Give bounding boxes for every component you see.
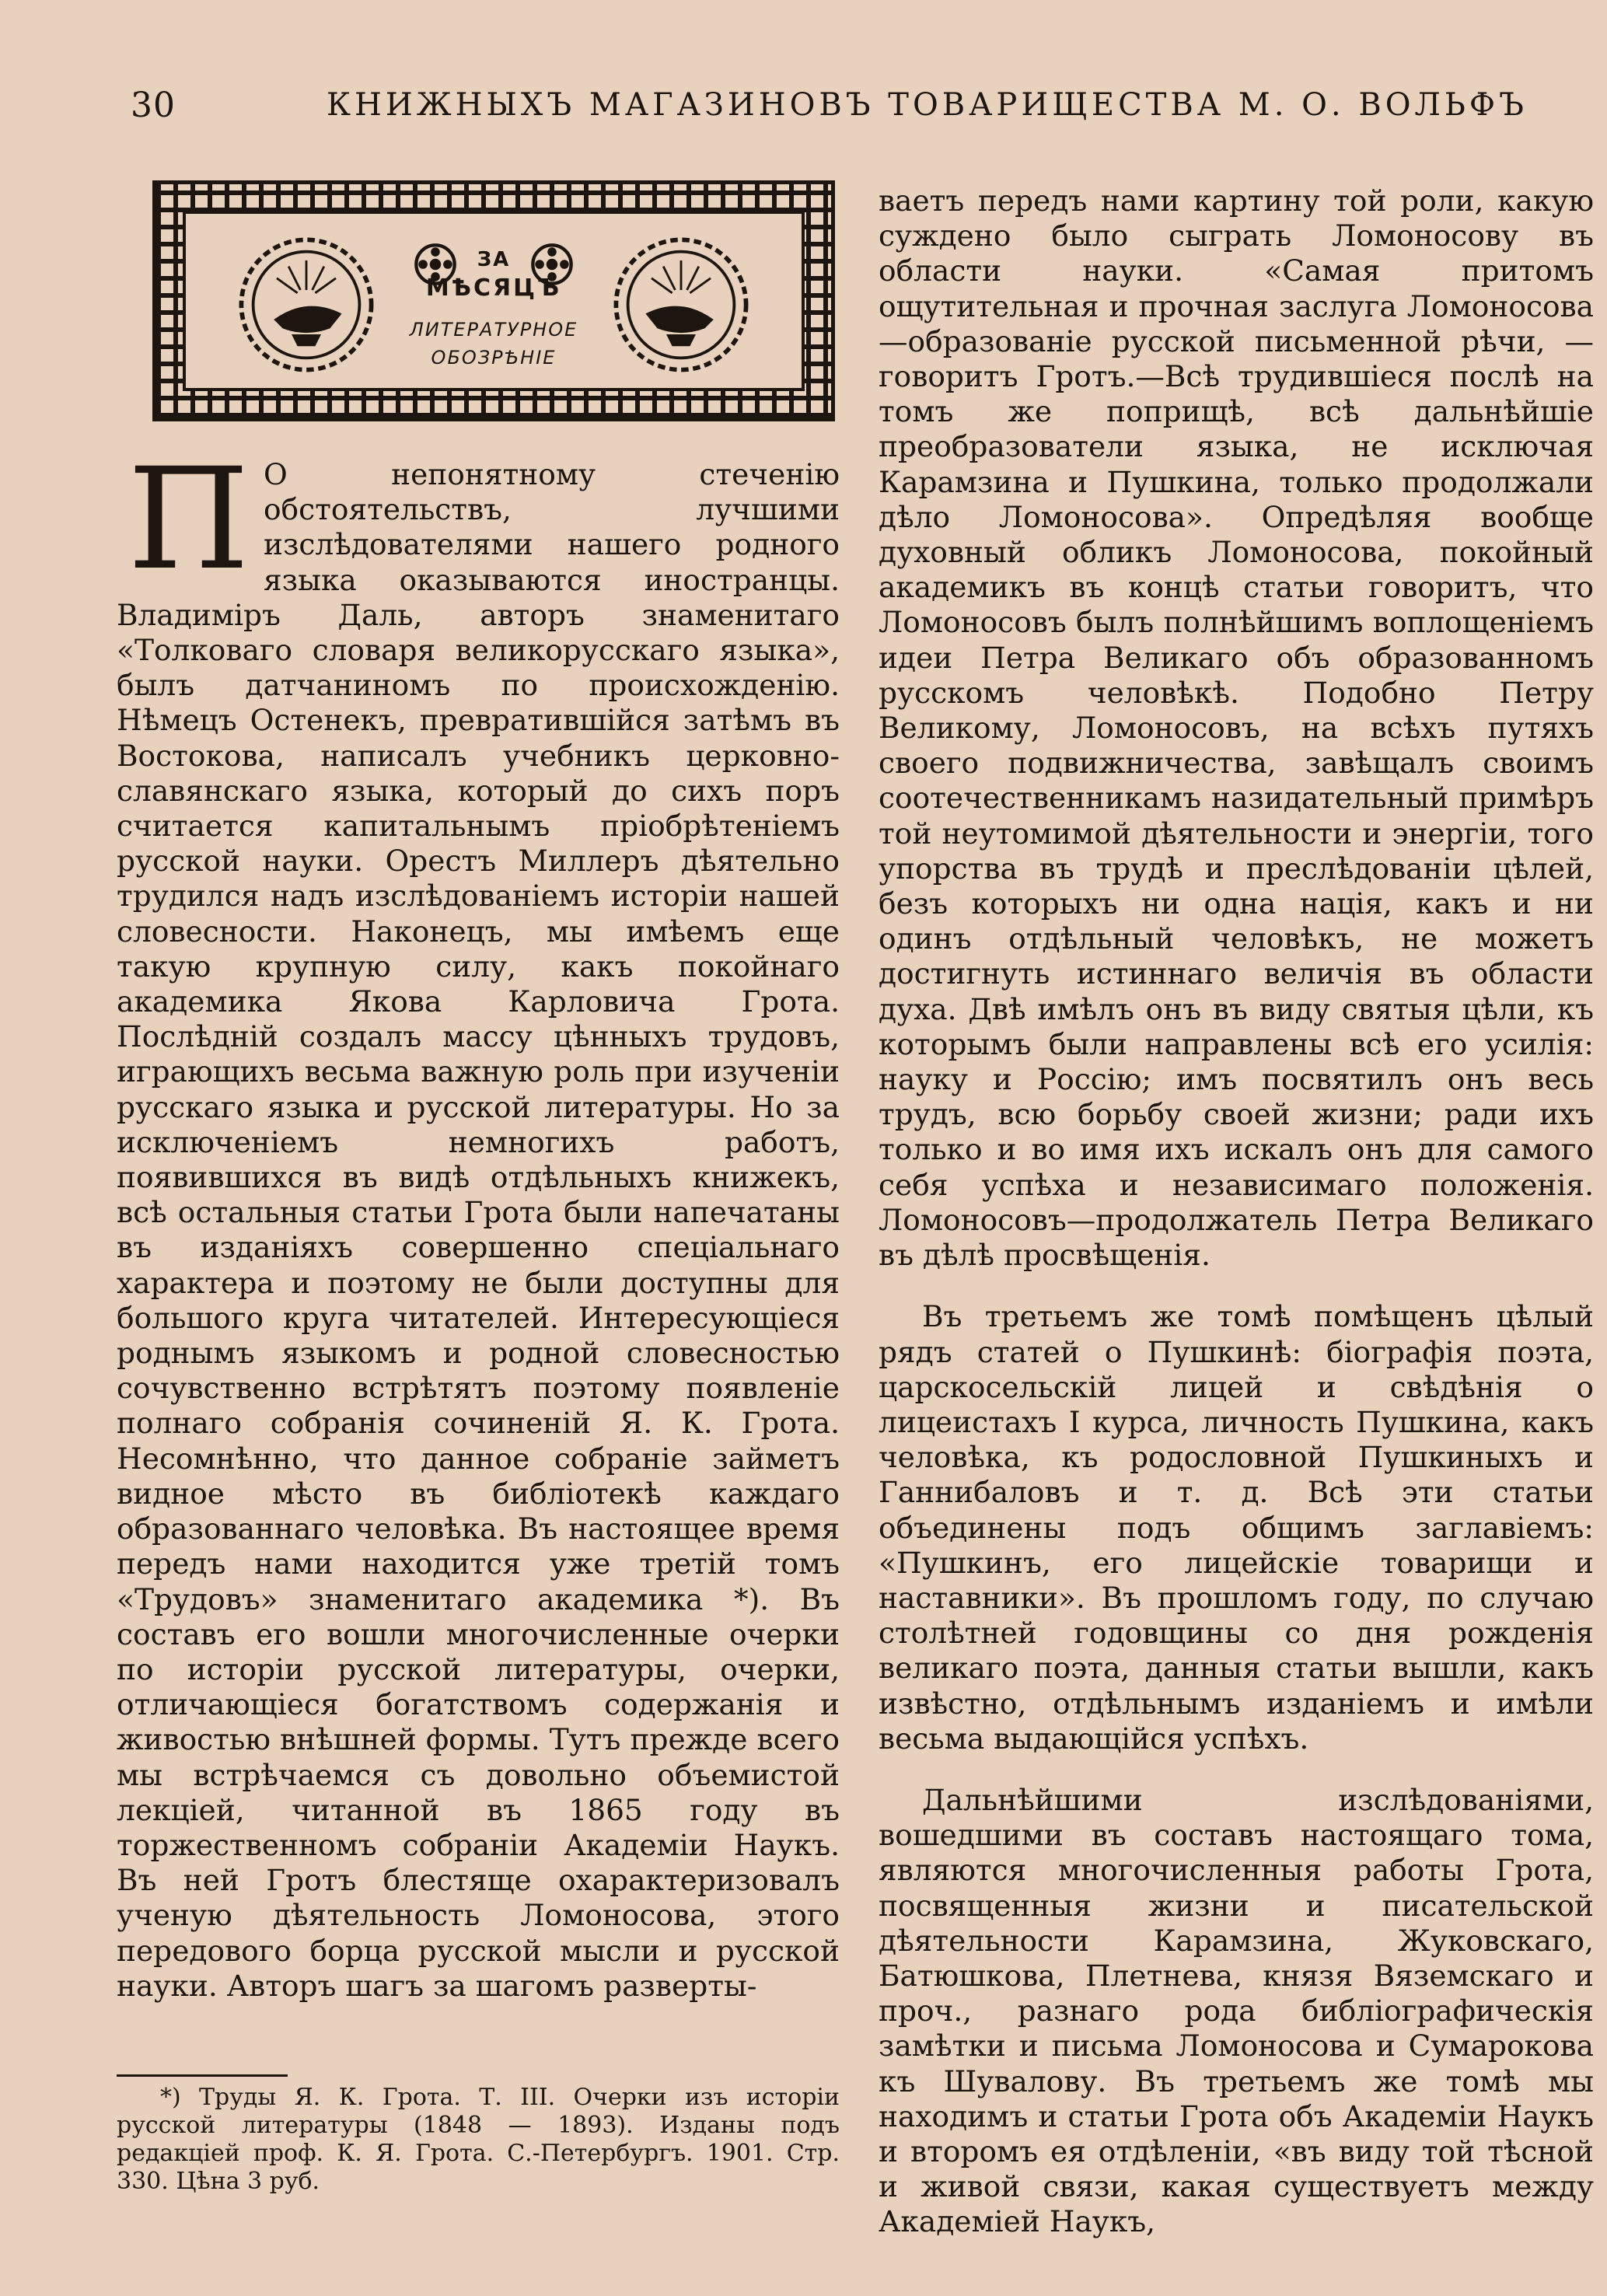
headpiece-line: ОБОЗРѢНІЕ bbox=[431, 347, 557, 369]
headpiece-ornament bbox=[152, 180, 835, 421]
body-paragraph: Дальнѣйшими изслѣдованіями, вошедшими въ составъ настоящаго тома, являются многочисленныя работы Грота, посвященныя жизни и писательской дѣятельности Карамзина, Жуковскаго, Батюшкова, Плетнева, князя Вяземскаго и проч., разнаго рода библіографическія замѣтки и письма Ломоносова и Сумарокова къ Шувалову. Въ третьемъ же томѣ мы находимъ и статьи Грота объ Академіи Наукъ и второмъ ея отдѣленіи, «въ виду той тѣсной и живой связи, какая существуетъ между Академіей Наукъ, bbox=[879, 1782, 1594, 2239]
paragraph-text: О непонятному стеченію обстоятельствъ, лучшими изслѣдователями нашего родного языка оказываются иностранцы. Владиміръ Даль, авторъ знаменитаго «Толковаго словаря великорусскаго языка», былъ датчаниномъ по происхожденію. Нѣмецъ Остенекъ, превратившійся затѣмъ въ Востокова, написалъ учебникъ церковно-славянскаго языка, который до сихъ поръ считается капитальнымъ пріобрѣтеніемъ русской науки. Орестъ Миллеръ дѣятельно трудился надъ изслѣдованіемъ исторіи нашей словесности. Наконецъ, мы имѣемъ еще такую крупную силу, какъ покойнаго академика Якова Карловича Грота. Послѣдній создалъ массу цѣнныхъ трудовъ, играющихъ весьма важную роль при изученіи русскаго языка и русской литературы. Но за исключеніемъ немногихъ работъ, появившихся въ видѣ отдѣльныхъ книжекъ, всѣ остальныя статьи Грота были напечатаны въ изданіяхъ совершенно спеціальнаго характера и поэтому не были доступны для большого круга читателей. Интересующіеся роднымъ языкомъ и родной словесностью сочувственно встрѣтятъ поэтому появленіе полнаго собранія сочиненій Я. К. Грота. Несомнѣнно, что данное собраніе займетъ видное мѣсто въ библіотекѣ каждаго образованнаго человѣка. Въ настоящее время передъ нами находится уже третій томъ «Трудовъ» знаменитаго академика *). Въ составъ его вошли многочисленные очерки по исторіи русской литературы, очерки, отличающіеся богатствомъ содержанія и живостью внѣшней формы. Тутъ прежде всего мы встрѣчаемся съ довольно объемистой лекціей, читанной въ 1865 году въ торжественномъ собраніи Академіи Наукъ. Въ ней Гротъ блестяще охарактеризовалъ ученую дѣятельность Ломоносова, этого передового борца русской мысли и русской науки. Авторъ шагъ за шагомъ разверты- bbox=[117, 457, 840, 2003]
body-paragraph bbox=[117, 439, 840, 2004]
footnote-rule bbox=[117, 2074, 288, 2077]
running-head: КНИЖНЫХЪ МАГАЗИНОВЪ ТОВАРИЩЕСТВА М. О. ВОЛЬФЪ bbox=[327, 87, 1528, 123]
headpiece-line: ЗА bbox=[477, 248, 511, 271]
headpiece-line: ЛИТЕРАТУРНОЕ bbox=[409, 319, 578, 341]
left-column bbox=[117, 439, 840, 2004]
lamp-wreath-icon bbox=[607, 231, 755, 379]
right-column bbox=[879, 183, 1594, 2240]
headpiece-panel bbox=[183, 211, 805, 391]
body-paragraph: ваетъ передъ нами картину той роли, какую суждено было сыграть Ломоносову въ области науки. «Самая притомъ ощутительная и прочная заслуга Ломоносова—образованіе русской письменной рѣчи, — говоритъ Гротъ.—Всѣ трудившіеся послѣ на томъ же поприщѣ, всѣ дальнѣйшіе преобразователи языка, не исключая Карамзина и Пушкина, только продолжали дѣло Ломоносова». Опредѣляя вообще духовный обликъ Ломоносова, покойный академикъ въ концѣ статьи говоритъ, что Ломоносовъ былъ полнѣйшимъ воплощеніемъ идеи Петра Великаго объ образованномъ русскомъ человѣкѣ. Подобно Петру Великому, Ломоносовъ, на всѣхъ путяхъ своего подвижничества, завѣщалъ своимъ соотечественникамъ назидательный примѣръ той неутомимой дѣятельности и энергіи, того упорства въ трудѣ и преслѣдованіи цѣлей, безъ которыхъ ни одна нація, какъ и ни одинъ отдѣльный человѣкъ, не можетъ достигнуть истиннаго величія въ области духа. Двѣ имѣлъ онъ въ виду святыя цѣли, къ которымъ были направлены всѣ его усилія: науку и Россію; имъ посвятилъ онъ весь трудъ, всю борьбу своей жизни; ради ихъ только и во имя ихъ искалъ онъ для самого себя успѣха и независимаго положенія. Ломоносовъ—продолжатель Петра Великаго въ дѣлѣ просвѣщенія. bbox=[879, 183, 1594, 1273]
lamp-wreath-icon bbox=[232, 231, 380, 379]
footnote-text: *) Труды Я. К. Грота. Т. III. Очерки изъ исторіи русской литературы (1848 — 1893). Изданы подъ редакціей проф. К. Я. Грота. С.-Петербургъ. 1901. Стр. 330. Цѣна 3 руб. bbox=[117, 2084, 840, 2195]
headpiece-line: МѢСЯЦЪ bbox=[425, 274, 562, 302]
drop-cap: П bbox=[128, 439, 250, 601]
page-number: 30 bbox=[131, 86, 176, 125]
body-paragraph: Въ третьемъ же томѣ помѣщенъ цѣлый рядъ статей о Пушкинѣ: біографія поэта, царскосельскій лицей и свѣдѣнія о лицеистахъ I курса, личность Пушкина, какъ человѣка, къ родословной Пушкиныхъ и Ганнибаловъ и т. д. Всѣ эти статьи объединены подъ общимъ заглавіемъ: «Пушкинъ, его лицейскіе товарищи и наставники». Въ прошломъ году, по случаю столѣтней годовщины со дня рожденія великаго поэта, данныя статьи вышли, какъ извѣстно, отдѣльнымъ изданіемъ и имѣли весьма выдающійся успѣхъ. bbox=[879, 1299, 1594, 1756]
footnote bbox=[117, 2084, 840, 2196]
headpiece-title bbox=[380, 248, 607, 372]
